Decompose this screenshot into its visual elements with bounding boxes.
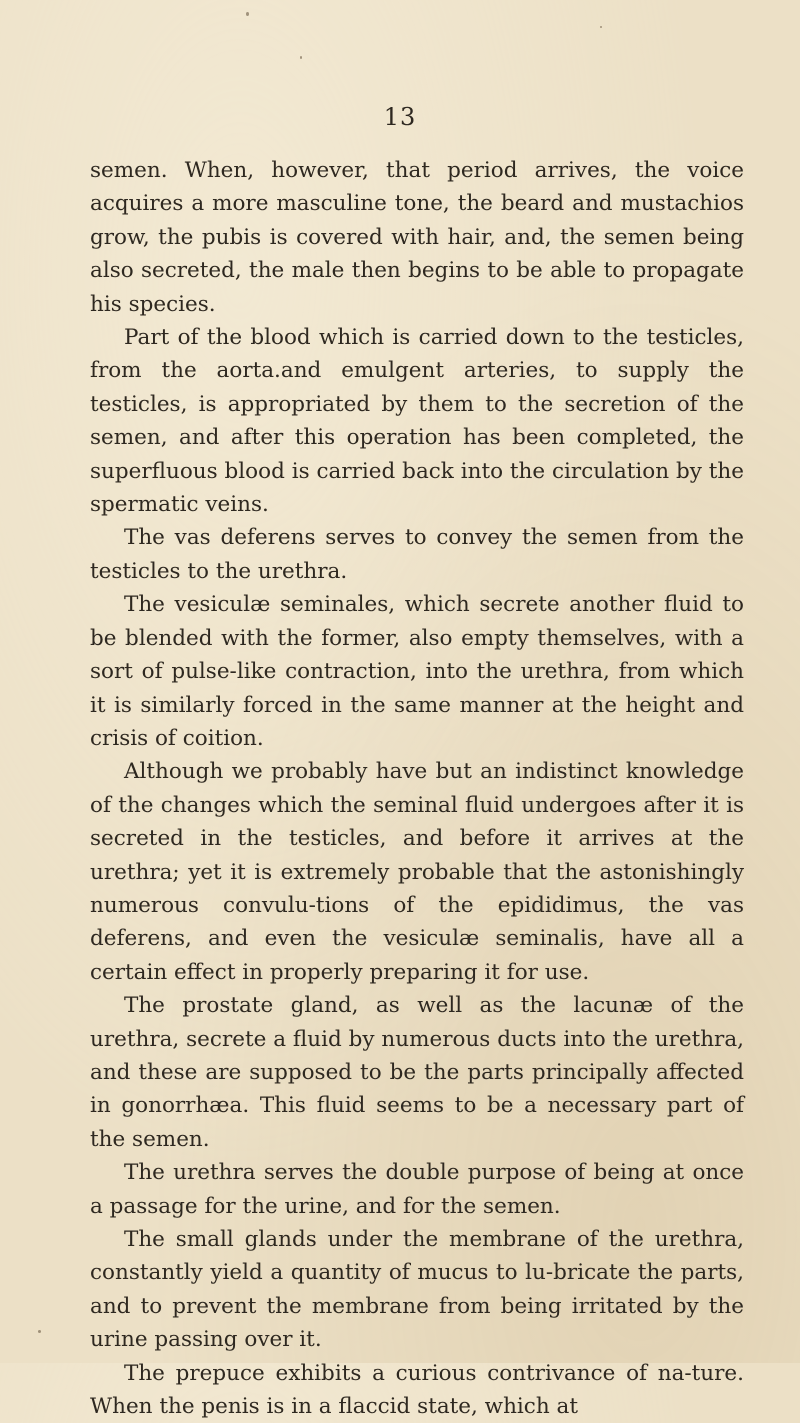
paper-speck [600, 26, 602, 28]
paragraph-3: The vas deferens serves to convey the semen from the testicles to the urethra. [90, 525, 744, 584]
body-text [90, 154, 744, 1423]
paragraph-5: Although we probably have but an indistinct knowledge of the changes which the seminal fluid undergoes after it is secreted in the testicles, and before it arrives at the urethra; yet it is extremely probable that the astonishingly numerous convulu-tions of the epididimus, the vas deferens, and even the vesiculæ seminalis, have all a certain effect in properly preparing it for use. [90, 759, 744, 985]
paper-speck [246, 12, 249, 16]
paragraph-7: The urethra serves the double purpose of being at once a passage for the urine, and for the semen. [90, 1160, 744, 1219]
paragraph-6: The prostate gland, as well as the lacunæ of the urethra, secrete a fluid by numerous ducts into the urethra, and these are supposed to be the parts principally affected in gonorrhæa. This fluid seems to be a necessary part of the semen. [90, 993, 744, 1152]
paper-speck [300, 56, 302, 59]
paragraph-1: semen. When, however, that period arrives, the voice acquires a more masculine tone, the beard and mustachios grow, the pubis is covered with hair, and, the semen being also secreted, the male then begins to be able to propagate his species. [90, 158, 744, 317]
paragraph-2: Part of the blood which is carried down to the testicles, from the aorta.and emulgent arteries, to supply the testicles, is appropriated by them to the secretion of the semen, and after this operation has been completed, the superfluous blood is carried back into the circulation by the spermatic veins. [90, 325, 744, 518]
page-number: 13 [383, 103, 417, 131]
paper-speck [38, 1330, 41, 1333]
paragraph-4: The vesiculæ seminales, which secrete another fluid to be blended with the former, also empty themselves, with a sort of pulse-like contraction, into the urethra, from which it is similarly forced in the same manner at the height and crisis of coition. [90, 592, 744, 751]
paragraph-8: The small glands under the membrane of the urethra, constantly yield a quantity of mucus to lu-bricate the parts, and to prevent the membrane from being irritated by the urine passing over it. [90, 1227, 744, 1353]
paragraph-9: The prepuce exhibits a curious contrivance of na-ture. When the penis is in a flaccid state, which at [90, 1360, 744, 1420]
